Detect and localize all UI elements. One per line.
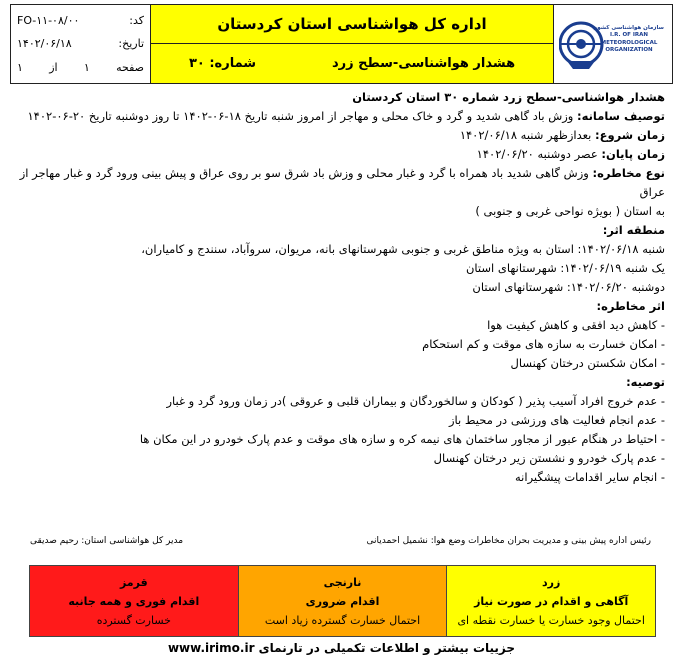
area-line: شنبه ۱۴۰۲/۰۶/۱۸: استان به ویژه مناطق غربی و جنوبی شهرستانهای بانه، مریوان، سروآباد، سنندج و کامیاران،	[141, 242, 665, 256]
effect-heading: اثر مخاطره:	[596, 299, 665, 313]
level-red-title: قرمز	[119, 575, 148, 589]
document-header	[10, 4, 673, 84]
code-row	[17, 14, 144, 27]
advice-heading: توصیه:	[626, 375, 665, 389]
level-yellow-action: آگاهی و اقدام در صورت نیاز	[474, 594, 629, 608]
page-of: از	[49, 60, 58, 74]
signatures	[10, 525, 671, 557]
level-orange-title: نارنجی	[323, 575, 362, 589]
warning-title: هشدار هواشناسی-سطح زرد	[331, 56, 516, 71]
level-red-desc: خسارت گسترده	[96, 613, 171, 627]
level-red-action: اقدام فوری و همه جانبه	[68, 594, 200, 608]
hazard-type-continued: به استان ( بویژه نواحی غربی و جنوبی )	[475, 204, 665, 218]
end-time: زمان پایان: عصر دوشنبه ۱۴۰۲/۰۶/۲۰	[476, 147, 665, 161]
organization-title: اداره کل هواشناسی استان کردستان	[151, 5, 553, 44]
advice-item: - عدم خروج افراد آسیب پذیر ( کودکان و سالخوردگان و بیماران قلبی و عروقی )در زمان ورود گرد و غبار	[166, 394, 665, 408]
page-current: ۱	[83, 60, 90, 74]
system-description: توصیف سامانه: وزش باد گاهی شدید و گرد و خاک محلی و مهاجر از امروز شنبه تاریخ ۱۸-۰۶-۱۴۰۲ تا روز دوشنبه تاریخ ۲۰-۰۶-۱۴۰۲	[27, 109, 665, 123]
page-label: صفحه	[116, 60, 144, 74]
effect-item: - امکان خسارت به سازه های موقت و کم استحکام	[422, 337, 665, 351]
body-heading: هشدار هواشناسی-سطح زرد شماره ۳۰ استان کردستان	[352, 90, 665, 104]
level-yellow-desc: احتمال وجود خسارت یا خسارت نقطه ای	[457, 613, 645, 627]
level-red	[30, 566, 238, 636]
advice-item: - عدم انجام فعالیت های ورزشی در محیط باز	[448, 413, 665, 427]
date-label: تاریخ:	[118, 37, 144, 51]
advice-item: - انجام سایر اقدامات پیشگیرانه	[515, 470, 665, 484]
start-time: زمان شروع: بعدازظهر شنبه ۱۴۰۲/۰۶/۱۸	[459, 128, 665, 142]
logo-text: سازمان هواشناسی کشور I.R. OF IRAN METEOROLOGICAL ORGANIZATION	[594, 25, 664, 54]
date-value: ۱۴۰۲/۰۶/۱۸	[17, 37, 72, 51]
page-total: ۱	[17, 60, 23, 74]
level-orange-action: اقدام ضروری	[305, 594, 380, 608]
level-orange	[238, 566, 447, 636]
advice-item: - احتیاط در هنگام عبور از مجاور ساختمان های نیمه کره و سازه های موقت و عدم پارک خودرو در این مکان ها	[139, 432, 665, 446]
code-label: کد:	[129, 14, 144, 28]
code-value: FO-۱۱-۰۸/۰۰	[17, 14, 80, 28]
warning-levels-table	[29, 565, 656, 637]
hazard-type: نوع مخاطره: وزش گاهی شدید باد همراه با گرد و غبار محلی و وزش باد شرق سو بر روی عراق و پیش بینی ورود گرد و غبار مهاجر از عراق	[19, 166, 665, 199]
footer-website-note: جزییات بیشتر و اطلاعات تکمیلی در تارنمای www.irimo.ir	[167, 641, 516, 655]
page-row	[17, 61, 144, 74]
header-title-block	[151, 5, 553, 83]
level-orange-desc: احتمال خسارت گسترده زیاد است	[264, 613, 421, 627]
area-heading: منطقه اثر:	[602, 223, 665, 237]
effect-item: - کاهش دید افقی و کاهش کیفیت هوا	[487, 318, 665, 332]
signature-forecast-head: رئیس اداره پیش بینی و مدیریت بحران مخاطرات وضع هوا: نشمیل احمدیانی	[366, 536, 651, 546]
date-row	[17, 37, 144, 50]
level-yellow	[446, 566, 655, 636]
area-line: یک شنبه ۱۴۰۲/۰۶/۱۹: شهرستانهای استان	[465, 261, 665, 275]
warning-body	[10, 88, 671, 487]
document-meta	[11, 5, 151, 83]
area-line: دوشنبه ۱۴۰۲/۰۶/۲۰: شهرستانهای استان	[472, 280, 665, 294]
effect-item: - امکان شکستن درختان کهنسال	[510, 356, 665, 370]
signature-director: مدیر کل هواشناسی استان: رحیم صدیقی	[30, 536, 184, 546]
advice-item: - عدم پارک خودرو و نشستن زیر درختان کهنسال	[433, 451, 665, 465]
organization-logo	[553, 5, 672, 83]
warning-subtitle	[151, 44, 553, 83]
warning-number: شماره: ۳۰	[188, 56, 257, 71]
level-yellow-title: زرد	[542, 575, 561, 589]
